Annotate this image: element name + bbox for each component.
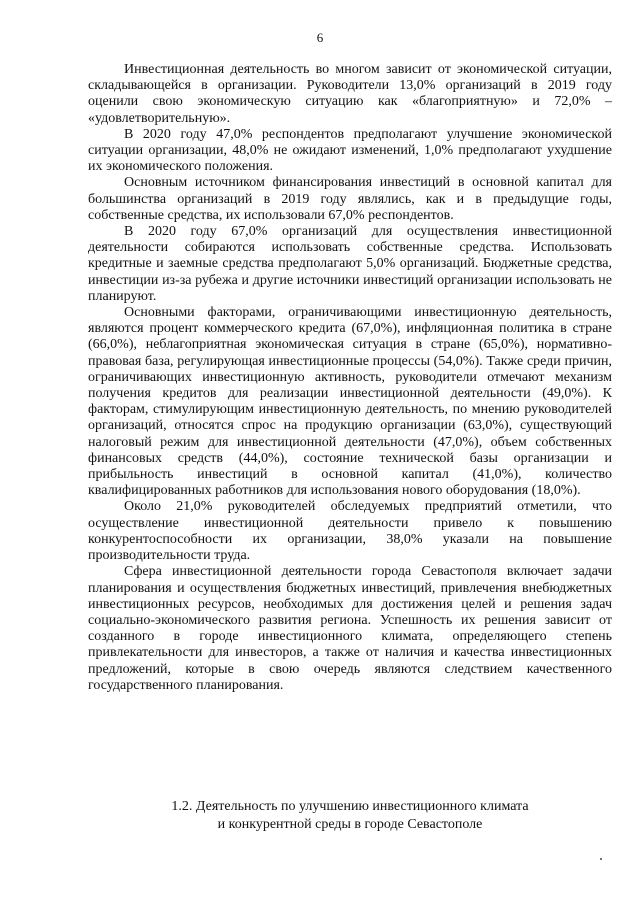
paragraph-financing-source: Основным источником финансирования инвестиций в основной капитал для большинства организаций в 2019 году являлись, как и в предыдущие годы, собственные средства, их использовали 67,0% респондентов. — [88, 175, 612, 223]
paragraph-economic-situation: Инвестиционная деятельность во многом зависит от экономической ситуации, складывающейся в организации. Руководители 13,0% организаций в 2019 году оценили свою экономическую ситуацию как «благоприятную» и 72,0% – «удовлетворительную». — [88, 62, 612, 126]
paragraph-sevastopol-sphere: Сфера инвестиционной деятельности города Севастополя включает задачи планирования и осуществления бюджетных инвестиций, привлечения внебюджетных инвестиционных ресурсов, необходимых для достижения целей и решения задач социально-экономического развития региона. Успешность их решения зависит от созданного в городе инвестиционного климата, определяющего степень привлекательности для инвесторов, а также от наличия и качества инвестиционных предложений, которые в свою очередь являются следствием качественного государственного планирования. — [88, 564, 612, 693]
section-heading-line-1: 1.2. Деятельность по улучшению инвестиционного климата — [171, 799, 529, 814]
page-number: 6 — [316, 30, 324, 45]
body-text — [88, 62, 612, 694]
section-heading-line-2: и конкурентной среды в городе Севастополе — [217, 817, 483, 832]
section-heading — [88, 798, 612, 834]
scan-speck — [600, 858, 602, 860]
paragraph-2020-funding-plans: В 2020 году 67,0% организаций для осуществления инвестиционной деятельности собираются использовать собственные средства. Использовать кредитные и заемные средства предполагают 5,0% организаций. Бюджетные средства, инвестиции из-за рубежа и другие источники инвестиций организации использовать не планируют. — [88, 224, 612, 304]
paragraph-competitiveness: Около 21,0% руководителей обследуемых предприятий отметили, что осуществление инвестиционной деятельности привело к повышению конкурентоспособности их организации, 38,0% указали на повышение производительности труда. — [88, 499, 612, 564]
paragraph-2020-expectations: В 2020 году 47,0% респондентов предполагают улучшение экономической ситуации организации, 48,0% не ожидают изменений, 1,0% предполагают ухудшение их экономического положения. — [88, 126, 612, 175]
paragraph-limiting-factors: Основными факторами, ограничивающими инвестиционную деятельность, являются процент коммерческого кредита (67,0%), инфляционная политика в стране (66,0%), неблагоприятная экономическая ситуация в стране (65,0%), нормативно-правовая база, регулирующая инвестиционные процессы (54,0%). Также среди причин, ограничивающих инвестиционную активность, руководители отмечают механизм получения кредитов для реализации инвестиционной деятельности (49,0%). К факторам, стимулирующим инвестиционную деятельность, по мнению руководителей организаций, относятся спрос на продукцию организации (63,0%), существующий налоговый режим для инвестиционной деятельности (47,0%), объем собственных финансовых средств (44,0%), состояние технической базы организации и прибыльность инвестиций в основной капитал (41,0%), количество квалифицированных работников для использования нового оборудования (18,0%). — [88, 305, 612, 499]
